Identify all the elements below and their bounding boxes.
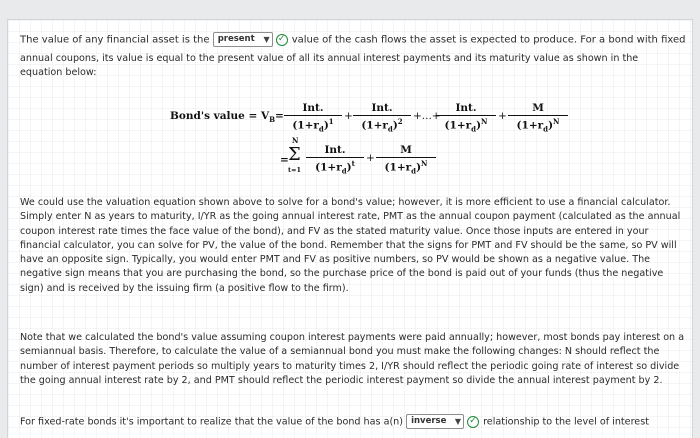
fraction-term-2: Int. $(1+r_d)^2$ — [353, 102, 411, 134]
intro-text-before: The value of any financial asset is the — [20, 34, 210, 46]
plus-sign: + — [366, 152, 375, 164]
paragraph-line: financial calculator, you can solve for PV, the value of the bond. Remember that the signs for PMT and FV should be the same, so PV will — [20, 239, 677, 251]
sum-lower-limit: t=1 — [288, 166, 301, 174]
inverse-dropdown[interactable] — [406, 414, 464, 429]
paragraph-line: negative sign means that you are purchasing the bond, so the purchase price of the bond is paid out of your funds (thus the negative — [20, 268, 664, 280]
check-icon: ✓ — [467, 416, 479, 428]
paragraph-line: have an opposite sign. Typically, you would enter PMT and FV as positive numbers, so PV would be shown as a negative value. The — [20, 254, 651, 266]
fraction-term-1: Int. $(1+r_d)^1$ — [284, 102, 342, 134]
equals-sign: = — [280, 154, 289, 166]
present-dropdown-value: present — [217, 34, 255, 44]
fraction-term-n: Int. $(1+r_d)^N$ — [436, 102, 496, 134]
sigma-icon: Σ — [288, 144, 301, 165]
paragraph-line: the going annual interest rate by 2, and PMT should reflect the periodic interest payment so divide the annual interest payment by 2. — [20, 374, 663, 386]
paragraph-line: semiannual basis. Therefore, to calculate the value of a semiannual bond you must make the following changes: N should reflect the — [20, 346, 660, 358]
sum-fraction-int: Int. $(1+r_d)^t$ — [306, 144, 364, 176]
chevron-down-icon: ▼ — [454, 417, 462, 426]
intro-line-3: equation below: — [20, 67, 97, 78]
sum-upper-limit: N — [292, 136, 299, 145]
intro-text-after: value of the cash flows the asset is expected to produce. For a bond with fixed — [291, 34, 686, 46]
paragraph-line: We could use the valuation equation shown above to solve for a bond's value; however, it is more efficient to use a financial calculator. — [20, 197, 671, 208]
paragraph-line: sign) and is received by the issuing firm (a positive flow to the firm). — [20, 282, 349, 294]
chevron-down-icon: ▼ — [263, 35, 270, 44]
last-text-after: relationship to the level of interest — [483, 416, 649, 428]
last-text-before: For fixed-rate bonds it's important to realize that the value of the bond has a(n) — [20, 416, 404, 428]
paragraph-line: Note that we calculated the bond's value assuming coupon interest payments were paid annually; however, most bonds pay interest on a — [20, 332, 685, 343]
inverse-dropdown-value: inverse — [411, 416, 447, 426]
intro-line-2: annual coupons, its value is equal to the present value of all its annual interest payments and its maturity value as shown in the — [20, 53, 639, 64]
plus-sign: + — [344, 110, 353, 122]
paragraph-calculator — [20, 196, 690, 296]
fraction-maturity: M $(1+r_d)^N$ — [508, 102, 568, 134]
question-panel — [8, 20, 692, 438]
check-icon: ✓ — [276, 34, 288, 46]
inverse-question-line — [20, 414, 649, 430]
plus-sign: + — [498, 110, 507, 122]
paragraph-line: coupon interest rate times the face value of the bond), and FV as the stated maturity value. Once those inputs are entered in your — [20, 225, 649, 237]
formula-label: Bond's value = $V_B=$ — [170, 110, 284, 125]
paragraph-semiannual — [20, 331, 690, 388]
paragraph-line: number of interest payment periods so multiply years to maturity times 2, I/YR should reflect the periodic going rate of interest so divide — [20, 360, 680, 372]
bond-value-formula — [8, 20, 692, 200]
paragraph-line: Simply enter N as years to maturity, I/YR as the going annual interest rate, PMT as the annual coupon payment (calculated as the annual — [20, 211, 681, 223]
ellipsis-plus: +...+ — [413, 110, 441, 122]
sum-fraction-maturity: M $(1+r_d)^N$ — [376, 144, 436, 176]
